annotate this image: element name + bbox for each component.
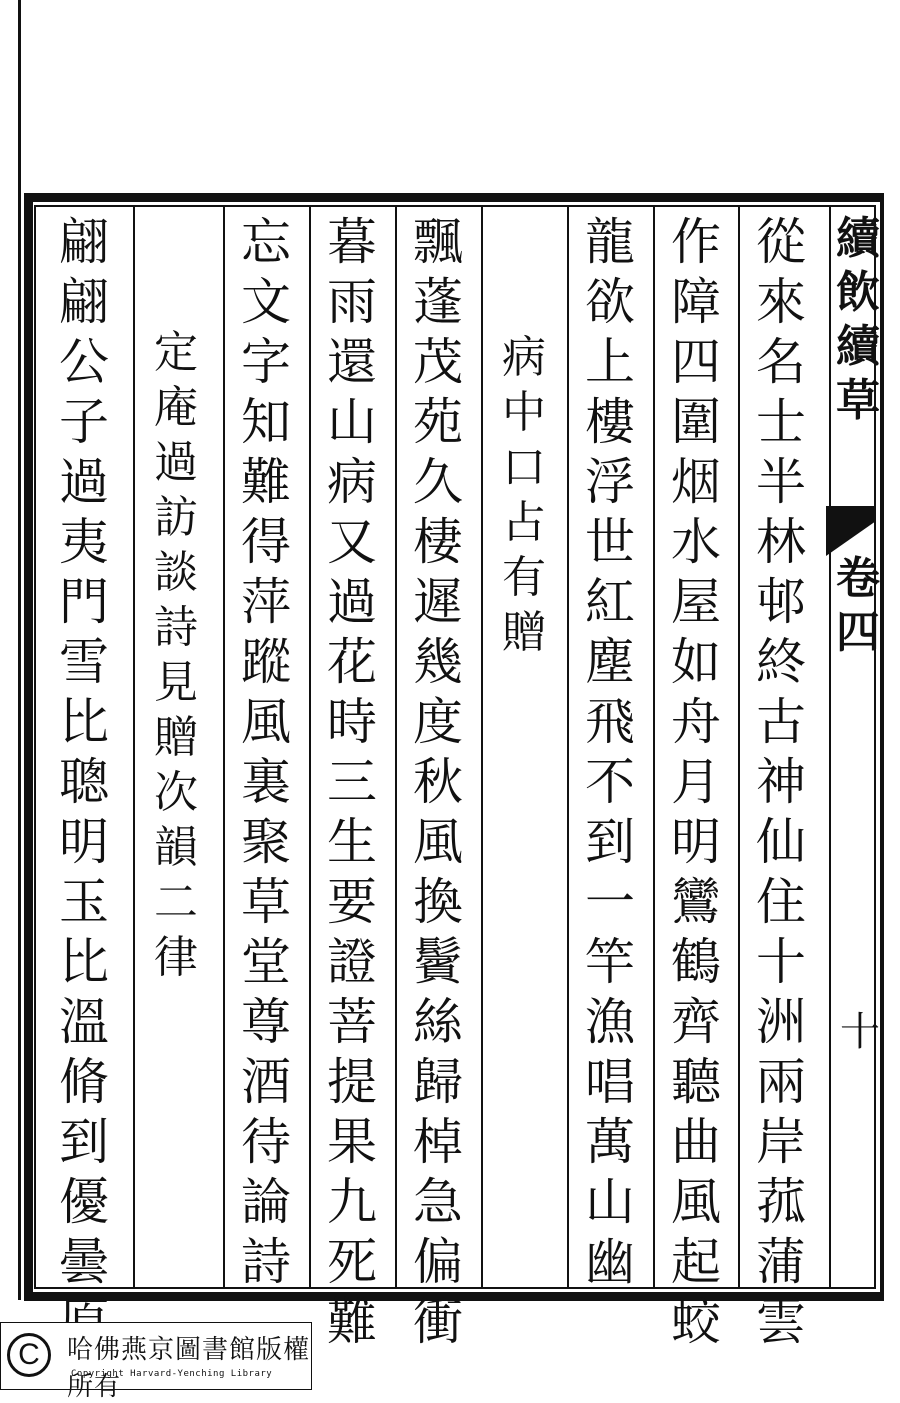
column-rule bbox=[481, 205, 483, 1289]
text-column-9: 翩 翩 公 子 過 夷 門 雪 比 聰 明 玉 比 溫 脩 到 優 曇 bbox=[59, 213, 109, 1291]
volume-label: 卷四 bbox=[836, 553, 880, 658]
book-title: 續飲續草 bbox=[836, 213, 880, 426]
text-column-6: 暮 雨 還 山 病 又 過 花 時 三 生 要 證 菩 提 果 九 死 難 bbox=[327, 213, 377, 1351]
stamp-english-text: Copyright Harvard-Yenching Library bbox=[71, 1369, 273, 1379]
column-rule bbox=[829, 205, 831, 1289]
text-column-5: 飄 蓬 茂 苑 久 棲 遲 幾 度 秋 風 換 鬢 絲 歸 棹 急 偏 衝 bbox=[413, 213, 463, 1351]
text-column-2: 作 障 四 圍 烟 水 屋 如 舟 月 明 鸞 鶴 齊 聽 曲 風 起 蛟 bbox=[671, 213, 721, 1351]
column-rule bbox=[738, 205, 740, 1289]
column-rule bbox=[567, 205, 569, 1289]
column-rule bbox=[133, 205, 135, 1289]
column-rule bbox=[653, 205, 655, 1289]
column-rule bbox=[223, 205, 225, 1289]
copyright-stamp bbox=[0, 1322, 312, 1402]
poem-heading: 病 中 口 占 有 贈 bbox=[502, 332, 546, 658]
text-column-3: 龍 欲 上 樓 浮 世 紅 塵 飛 不 到 一 竿 漁 唱 萬 山 幽 bbox=[585, 213, 635, 1291]
text-column-7: 忘 文 字 知 難 得 萍 蹤 風 裏 聚 草 堂 尊 酒 待 論 詩 bbox=[241, 213, 291, 1291]
scan-edge-line bbox=[18, 0, 21, 1300]
page-number: 十 bbox=[840, 1009, 880, 1055]
copyright-icon: C bbox=[7, 1333, 51, 1377]
stamp-chinese-text: 哈佛燕京圖書館版權所有 bbox=[67, 1335, 311, 1402]
text-column-1: 從 來 名 士 半 林 邨 終 古 神 仙 住 十 洲 兩 岸 菰 蒲 雲 bbox=[756, 213, 806, 1351]
poem-heading: 定 庵 過 訪 談 詩 見 贈 次 韻 二 律 bbox=[154, 327, 198, 983]
column-rule bbox=[309, 205, 311, 1289]
column-rule bbox=[395, 205, 397, 1289]
